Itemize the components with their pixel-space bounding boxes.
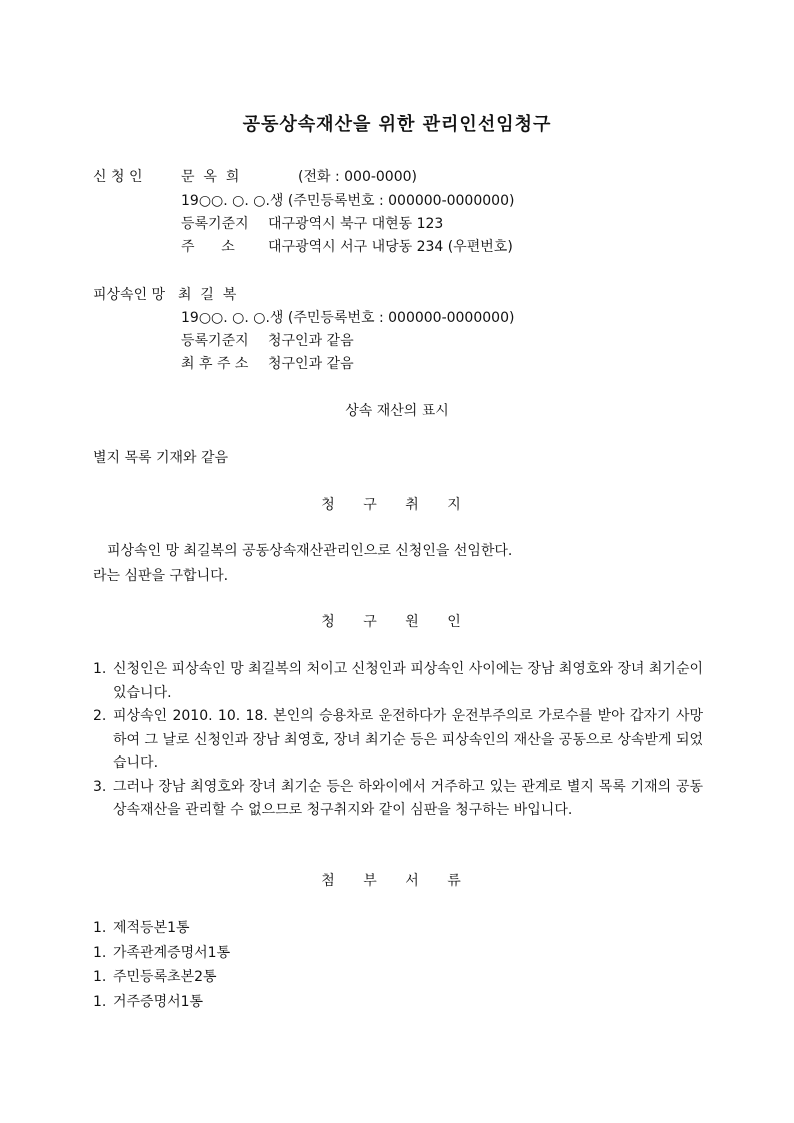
cause-item-number: 2. [93, 708, 107, 724]
attachment-item [93, 990, 230, 1015]
attachment-item [93, 941, 230, 966]
decedent-last-address-label: 최 후 주 소 [181, 356, 249, 372]
attachment-number: 1. [93, 969, 107, 985]
applicant-birth: 19○○. ○. ○.생 (주민등록번호 : 000000-0000000) [181, 193, 515, 209]
cause-item-number: 1. [93, 661, 107, 677]
purpose-line-2: 라는 심판을 구합니다. [93, 568, 229, 584]
attachments-heading: 첨 부 서 류 [321, 873, 473, 889]
document-title: 공동상속재산을 위한 관리인선임청구 [242, 114, 552, 135]
decedent-label: 피상속인 망 [93, 287, 166, 303]
purpose-line-1: 피상속인 망 최길복의 공동상속재산관리인으로 신청인을 선임한다. [107, 543, 513, 559]
cause-item [93, 658, 703, 705]
applicant-registry: 대구광역시 북구 대현동 123 [268, 216, 444, 232]
attachment-text: 거주증명서1통 [113, 993, 204, 1010]
attachment-text: 가족관계증명서1통 [113, 944, 231, 961]
cause-item-number: 3. [93, 778, 107, 795]
cause-item-text: 그러나 장남 최영호와 장녀 최기순 등은 하와이에서 거주하고 있는 관계로 별지 목록 기재의 공동상속재산을 관리할 수 없으므로 청구취지와 같이 심판을 청구하는 바입니다. [113, 778, 703, 818]
decedent-birth: 19○○. ○. ○.생 (주민등록번호 : 000000-0000000) [181, 310, 515, 326]
attachment-text: 주민등록초본2통 [113, 969, 217, 985]
cause-item-text: 신청인은 피상속인 망 최길복의 처이고 신청인과 피상속인 사이에는 장남 최영호와 장녀 최기순이 있습니다. [113, 661, 703, 701]
applicant-label: 신 청 인 [93, 169, 143, 185]
attachment-number: 1. [93, 920, 107, 936]
purpose-heading: 청 구 취 지 [321, 497, 473, 513]
applicant-phone: (전화 : 000-0000) [298, 169, 417, 185]
decedent-last-address: 청구인과 같음 [268, 356, 354, 372]
cause-heading: 청 구 원 인 [321, 614, 473, 630]
cause-item [93, 776, 703, 823]
applicant-address-label: 주 소 [181, 239, 235, 255]
attachment-number: 1. [93, 993, 107, 1010]
applicant-name: 문 옥 희 [181, 169, 240, 185]
attachment-item [93, 916, 230, 941]
decedent-registry-label: 등록기준지 [181, 333, 249, 349]
cause-item-text: 피상속인 2010. 10. 18. 본인의 승용차로 운전하다가 운전부주의로 가로수를 받아 갑자기 사망하여 그 날로 신청인과 장남 최영호, 장녀 최기순 등은 피상속인의 재산을 공동으로 상속받게 되었습니다. [113, 708, 703, 771]
attachment-item [93, 965, 230, 990]
applicant-registry-label: 등록기준지 [181, 216, 249, 232]
applicant-address: 대구광역시 서구 내당동 234 (우편번호) [268, 239, 513, 255]
cause-list [93, 658, 703, 823]
attachment-number: 1. [93, 944, 107, 961]
attachments-list [93, 916, 230, 1014]
decedent-registry: 청구인과 같음 [268, 333, 354, 349]
property-text: 별지 목록 기재와 같음 [93, 450, 229, 466]
cause-item [93, 705, 703, 776]
property-heading: 상속 재산의 표시 [345, 403, 449, 419]
attachment-text: 제적등본1통 [113, 920, 190, 936]
decedent-name: 최 길 복 [178, 287, 237, 303]
